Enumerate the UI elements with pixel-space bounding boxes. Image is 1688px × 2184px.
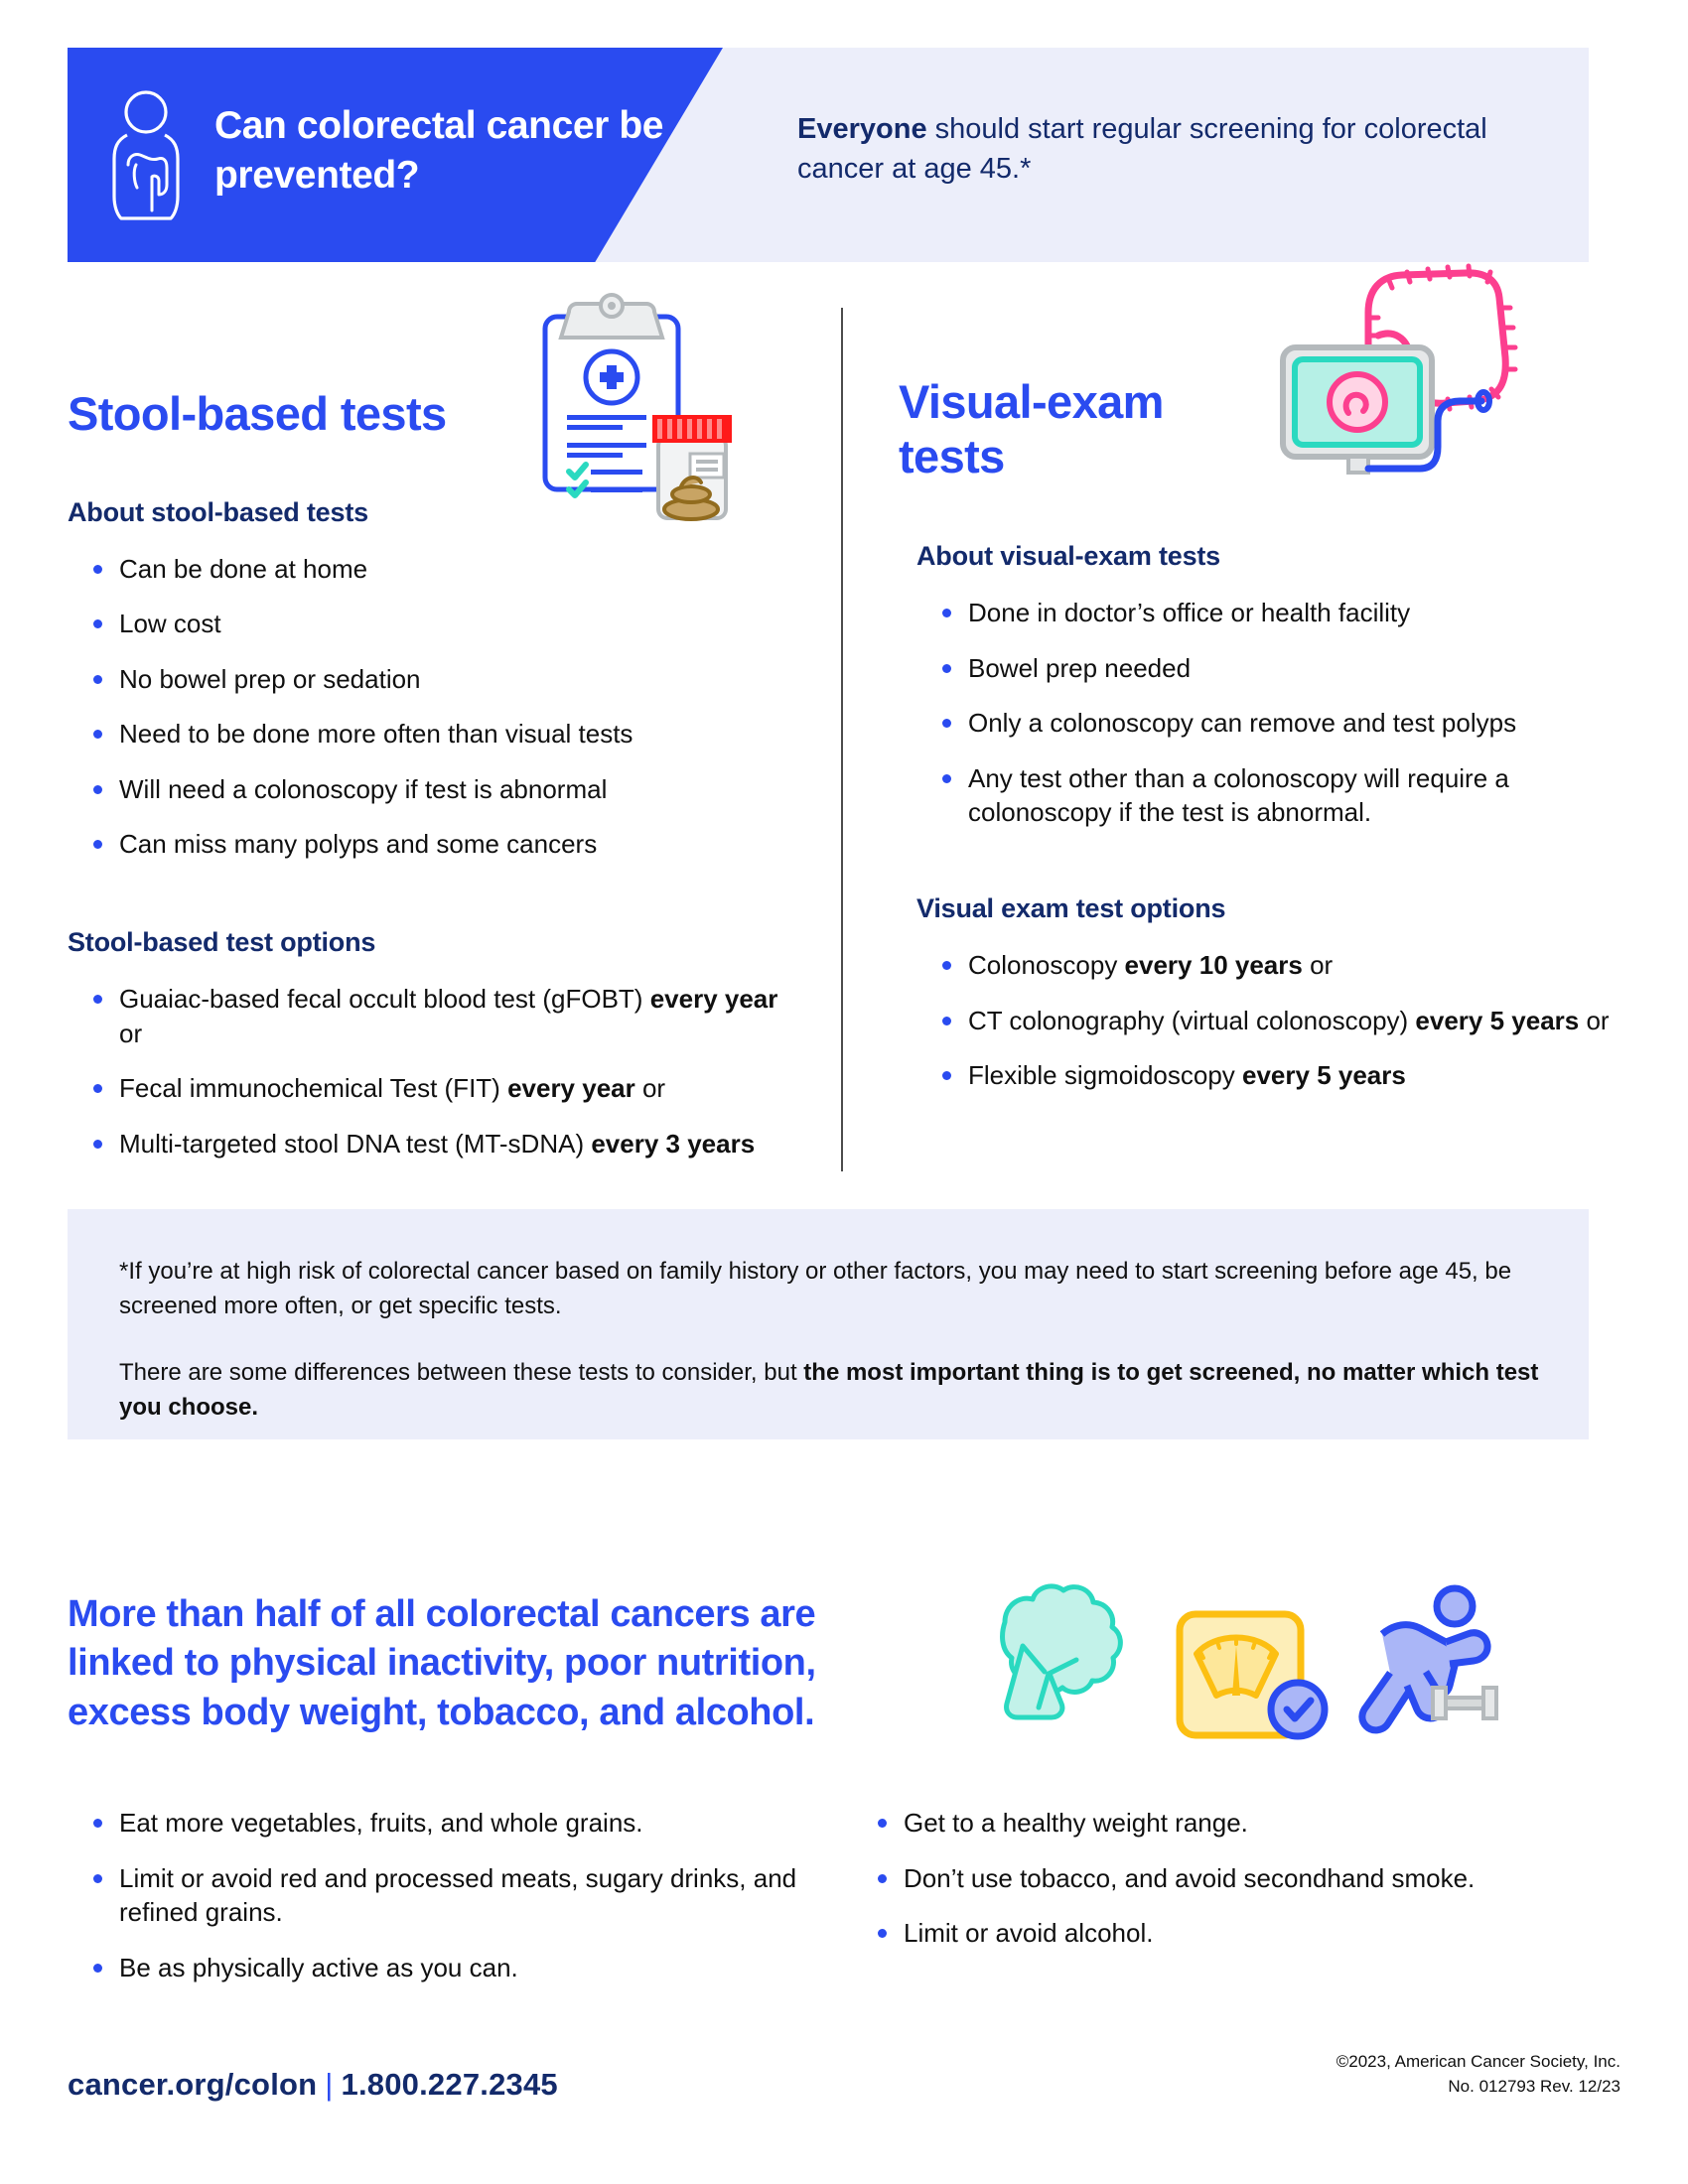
stool-option-item	[68, 982, 802, 1050]
stool-about-item: Can miss many polyps and some cancers	[68, 827, 802, 862]
footer-contact	[68, 2067, 558, 2103]
option-frequency: every 5 years	[1415, 1005, 1580, 1035]
option-text: Colonoscopy	[968, 949, 1125, 980]
visual-options-heading: Visual exam test options	[916, 892, 1226, 923]
option-tail: or	[1302, 949, 1334, 980]
stool-options-list	[68, 982, 802, 1160]
stool-based-column	[68, 298, 802, 1181]
option-frequency: every year	[649, 983, 778, 1014]
lifestyle-title: More than half of all colorectal cancers are linked to physical inactivity, poor nutrition, excess body weight, tobacco, and alcohol.	[68, 1593, 816, 1733]
lifestyle-item: Get to a healthy weight range.	[852, 1806, 1587, 1841]
visual-about-heading: About visual-exam tests	[916, 541, 1220, 572]
lifestyle-item: Limit or avoid alcohol.	[852, 1916, 1587, 1951]
stool-option-item	[68, 1127, 802, 1161]
footer-phone-number[interactable]: 1.800.227.2345	[341, 2067, 558, 2102]
clipboard-specimen-icon	[519, 283, 758, 531]
visual-option-item	[916, 1058, 1623, 1093]
option-text: Multi-targeted stool DNA test (MT-sDNA)	[119, 1128, 592, 1159]
visual-about-item: Bowel prep needed	[916, 651, 1623, 686]
footer-website-link[interactable]: cancer.org/colon	[68, 2067, 318, 2102]
runner-icon	[1362, 1588, 1496, 1730]
footnote-paragraph-2	[119, 1356, 1539, 1426]
lifestyle-right-list	[852, 1806, 1587, 1951]
visual-about-item: Done in doctor’s office or health facility	[916, 596, 1623, 630]
option-text: Guaiac-based fecal occult blood test (gFOBT)	[119, 983, 650, 1014]
colonoscopy-monitor-icon	[1261, 218, 1569, 477]
stool-about-item: Can be done at home	[68, 552, 802, 587]
visual-exam-column	[899, 298, 1623, 1114]
option-text: CT colonography (virtual colonoscopy)	[968, 1005, 1416, 1035]
option-tail: or	[1579, 1005, 1610, 1035]
lifestyle-right-column	[852, 1782, 1587, 1972]
lifestyle-item: Eat more vegetables, fruits, and whole grains.	[68, 1806, 822, 1841]
footnote-box	[68, 1209, 1589, 1439]
footer-separator: |	[325, 2067, 334, 2102]
footer-copyright-line-2: No. 012793 Rev. 12/23	[1448, 2076, 1620, 2096]
stool-about-item: Will need a colonoscopy if test is abnormal	[68, 772, 802, 807]
stool-column-title: Stool-based tests	[68, 387, 447, 440]
footnote-paragraph-2-plain: There are some differences between these tests to consider, but	[119, 1359, 804, 1386]
stool-options-heading: Stool-based test options	[68, 926, 376, 957]
header-note-text: should start regular screening for colorectal cancer at age 45.*	[797, 113, 1487, 186]
lifestyle-icons-group	[953, 1567, 1509, 1745]
header-note-emphasis: Everyone	[797, 113, 927, 145]
visual-column-title: Visual-exam tests	[899, 375, 1164, 482]
option-frequency: every 3 years	[591, 1128, 756, 1159]
visual-option-item	[916, 1004, 1623, 1038]
visual-options-list	[916, 948, 1623, 1093]
lifestyle-item: Be as physically active as you can.	[68, 1951, 822, 1985]
option-tail: or	[634, 1073, 666, 1104]
option-frequency: every 10 years	[1124, 949, 1303, 980]
lifestyle-left-column	[68, 1782, 822, 2005]
header-title: Can colorectal cancer be prevented?	[214, 104, 664, 197]
lifestyle-item: Don’t use tobacco, and avoid secondhand smoke.	[852, 1861, 1587, 1896]
stool-about-heading: About stool-based tests	[68, 496, 368, 527]
lifestyle-left-list	[68, 1806, 822, 1984]
person-colon-icon	[103, 85, 189, 224]
visual-about-item: Any test other than a colonoscopy will require a colonoscopy if the test is abnormal.	[916, 761, 1623, 830]
header-screening-note	[797, 109, 1572, 189]
option-text: Flexible sigmoidoscopy	[968, 1060, 1243, 1091]
visual-option-item	[916, 948, 1623, 983]
footer-copyright-line-1: ©2023, American Cancer Society, Inc.	[1336, 2052, 1620, 2071]
stool-about-item: Low cost	[68, 607, 802, 641]
footnote-paragraph-1: *If you’re at high risk of colorectal cancer based on family history or other factors, you may need to start screening before age 45, be screened more often, or get specific tests.	[119, 1258, 1512, 1319]
option-frequency: every 5 years	[1242, 1060, 1406, 1091]
stool-about-item: Need to be done more often than visual tests	[68, 717, 802, 751]
column-divider	[841, 308, 843, 1171]
lifestyle-item: Limit or avoid red and processed meats, sugary drinks, and refined grains.	[68, 1861, 822, 1930]
option-frequency: every year	[507, 1073, 635, 1104]
footnote-paragraph-2-bold: the most important thing is to get screened, no matter which test you choose.	[119, 1359, 1539, 1421]
broccoli-icon	[1003, 1586, 1121, 1717]
visual-about-list	[916, 596, 1623, 830]
footer-copyright	[1124, 2050, 1620, 2099]
option-tail: or	[119, 1018, 143, 1048]
visual-about-item: Only a colonoscopy can remove and test polyps	[916, 706, 1623, 741]
stool-option-item	[68, 1071, 802, 1106]
option-text: Fecal immunochemical Test (FIT)	[119, 1073, 508, 1104]
stool-about-item: No bowel prep or sedation	[68, 662, 802, 697]
weight-scale-icon	[1180, 1614, 1325, 1736]
stool-about-list	[68, 552, 802, 862]
